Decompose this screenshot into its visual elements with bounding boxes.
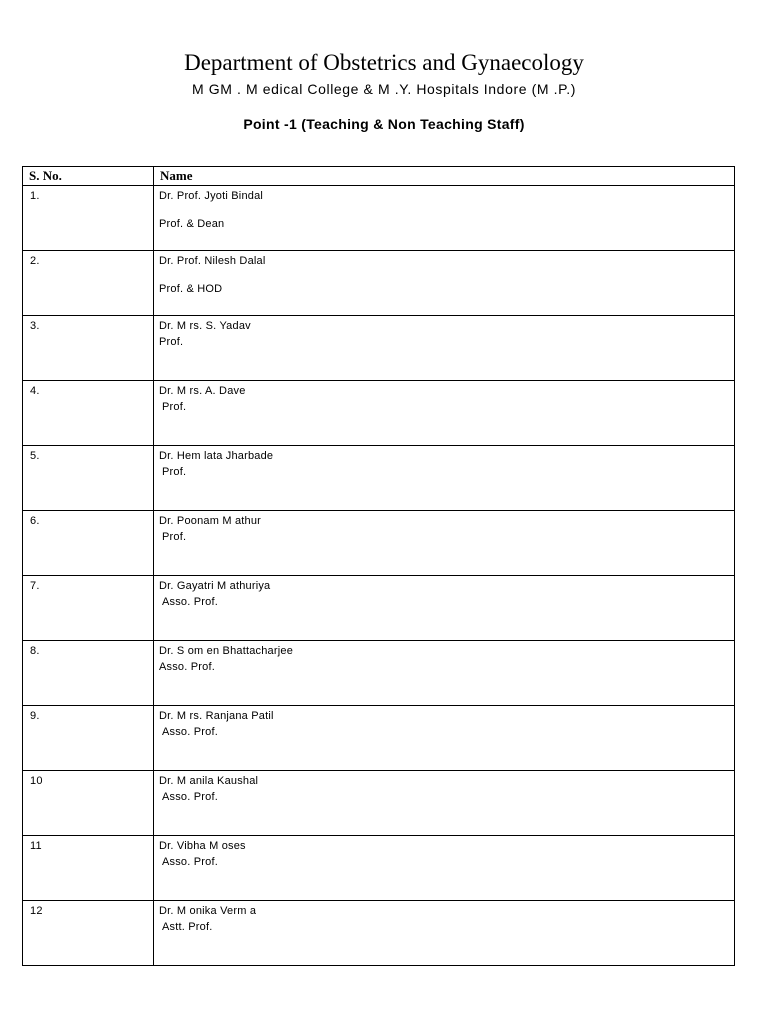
staff-designation: Asso. Prof. xyxy=(162,726,218,738)
serial-number: 9. xyxy=(23,706,154,771)
staff-cell xyxy=(154,641,735,706)
staff-cell xyxy=(154,186,735,251)
table-row xyxy=(23,901,735,966)
serial-number: 1. xyxy=(23,186,154,251)
staff-name: Dr. Prof. Nilesh Dalal xyxy=(159,255,266,267)
staff-designation: Prof. & HOD xyxy=(159,283,223,295)
staff-cell xyxy=(154,251,735,316)
column-header-name: Name xyxy=(154,167,735,186)
staff-name: Dr. M rs. S. Yadav xyxy=(159,320,251,332)
staff-name: Dr. Hem lata Jharbade xyxy=(159,450,274,462)
table-row xyxy=(23,836,735,901)
staff-designation: Asso. Prof. xyxy=(159,661,215,673)
staff-name: Dr. Gayatri M athuriya xyxy=(159,580,271,592)
table-row xyxy=(23,576,735,641)
serial-number: 8. xyxy=(23,641,154,706)
staff-designation: Prof. xyxy=(162,466,187,478)
staff-designation: Astt. Prof. xyxy=(162,921,213,933)
staff-name: Dr. S om en Bhattacharjee xyxy=(159,645,294,657)
staff-designation: Prof. xyxy=(162,531,187,543)
staff-name: Dr. Poonam M athur xyxy=(159,515,262,527)
table-row xyxy=(23,446,735,511)
section-heading: Point -1 (Teaching & Non Teaching Staff) xyxy=(243,116,525,132)
staff-cell xyxy=(154,511,735,576)
staff-name: Dr. M onika Verm a xyxy=(159,905,257,917)
staff-name: Dr. Prof. Jyoti Bindal xyxy=(159,190,264,202)
staff-designation: Prof. xyxy=(159,336,184,348)
institution-subtitle: M GM . M edical College & M .Y. Hospitals Indore (M .P.) xyxy=(192,81,576,97)
staff-name: Dr. M anila Kaushal xyxy=(159,775,259,787)
serial-number: 4. xyxy=(23,381,154,446)
table-row xyxy=(23,316,735,381)
table-row xyxy=(23,511,735,576)
column-header-sno: S. No. xyxy=(23,167,154,186)
staff-cell xyxy=(154,316,735,381)
staff-designation: Asso. Prof. xyxy=(162,791,218,803)
staff-designation: Prof. & Dean xyxy=(159,218,225,230)
table-header-row xyxy=(23,167,735,186)
serial-number: 7. xyxy=(23,576,154,641)
staff-cell xyxy=(154,836,735,901)
staff-cell xyxy=(154,706,735,771)
staff-cell xyxy=(154,771,735,836)
table-row xyxy=(23,251,735,316)
table-row xyxy=(23,706,735,771)
serial-number: 5. xyxy=(23,446,154,511)
staff-cell xyxy=(154,901,735,966)
serial-number: 2. xyxy=(23,251,154,316)
page-title: Department of Obstetrics and Gynaecology xyxy=(184,50,584,75)
staff-name: Dr. M rs. A. Dave xyxy=(159,385,246,397)
staff-designation: Prof. xyxy=(162,401,187,413)
staff-table xyxy=(22,166,735,966)
staff-cell xyxy=(154,446,735,511)
staff-name: Dr. M rs. Ranjana Patil xyxy=(159,710,274,722)
staff-designation: Asso. Prof. xyxy=(162,856,218,868)
staff-designation: Asso. Prof. xyxy=(162,596,218,608)
serial-number: 6. xyxy=(23,511,154,576)
table-row xyxy=(23,641,735,706)
serial-number: 11 xyxy=(23,836,154,901)
staff-cell xyxy=(154,576,735,641)
staff-cell xyxy=(154,381,735,446)
serial-number: 3. xyxy=(23,316,154,381)
serial-number: 12 xyxy=(23,901,154,966)
table-row xyxy=(23,771,735,836)
table-row xyxy=(23,381,735,446)
serial-number: 10 xyxy=(23,771,154,836)
table-row xyxy=(23,186,735,251)
staff-name: Dr. Vibha M oses xyxy=(159,840,246,852)
